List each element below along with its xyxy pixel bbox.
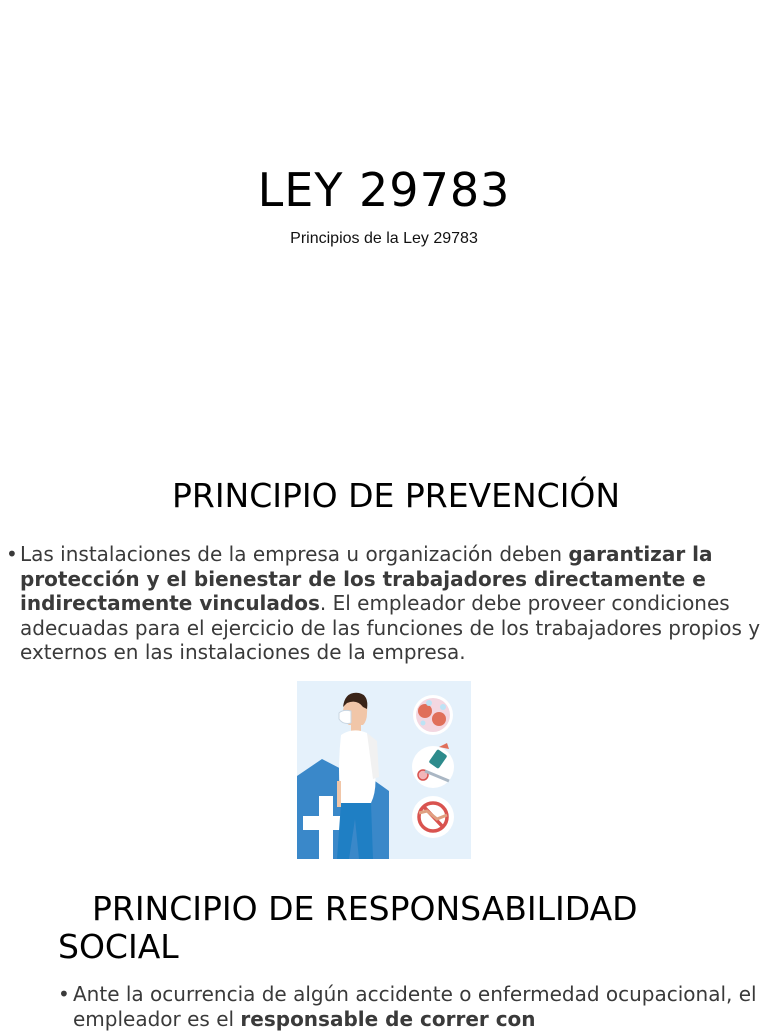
heading-principio-prevencion: PRINCIPIO DE PREVENCIÓN: [172, 476, 621, 515]
no-handshake-icon: [412, 796, 454, 838]
prevention-bullet: [6, 542, 766, 665]
bullet-text-bold: garantizar la protección y el bienestar de los trabajadores directamente e indirectamente vinculados: [20, 542, 713, 615]
bullet-dot: •: [58, 982, 70, 1006]
prevention-bullet-text: [20, 542, 766, 665]
bullet-text-bold: responsable de correr con: [240, 1006, 536, 1031]
slide-title: LEY 29783: [257, 163, 511, 217]
disinfectant-spray-icon: [412, 743, 454, 788]
bullet-text-part: Ante la ocurrencia de algún accidente o enfermedad ocupacional, el empleador es el: [73, 982, 757, 1031]
prevention-illustration: [297, 681, 471, 859]
bullet-text-part: . El empleador debe proveer condiciones adecuadas para el ejercicio de las funciones de los trabajadores propios y externos en las instalaciones de la empresa.: [20, 591, 761, 664]
bullet-dot: •: [6, 542, 18, 566]
bullet-text-part: Las instalaciones de la empresa u organización deben: [20, 542, 569, 566]
slide-subtitle: Principios de la Ley 29783: [290, 230, 478, 247]
heading-principio-responsabilidad-social: [58, 890, 758, 966]
heading-text: PRINCIPIO DE RESPONSABILIDAD SOCIAL: [58, 889, 638, 966]
handwashing-icon: [413, 695, 453, 735]
